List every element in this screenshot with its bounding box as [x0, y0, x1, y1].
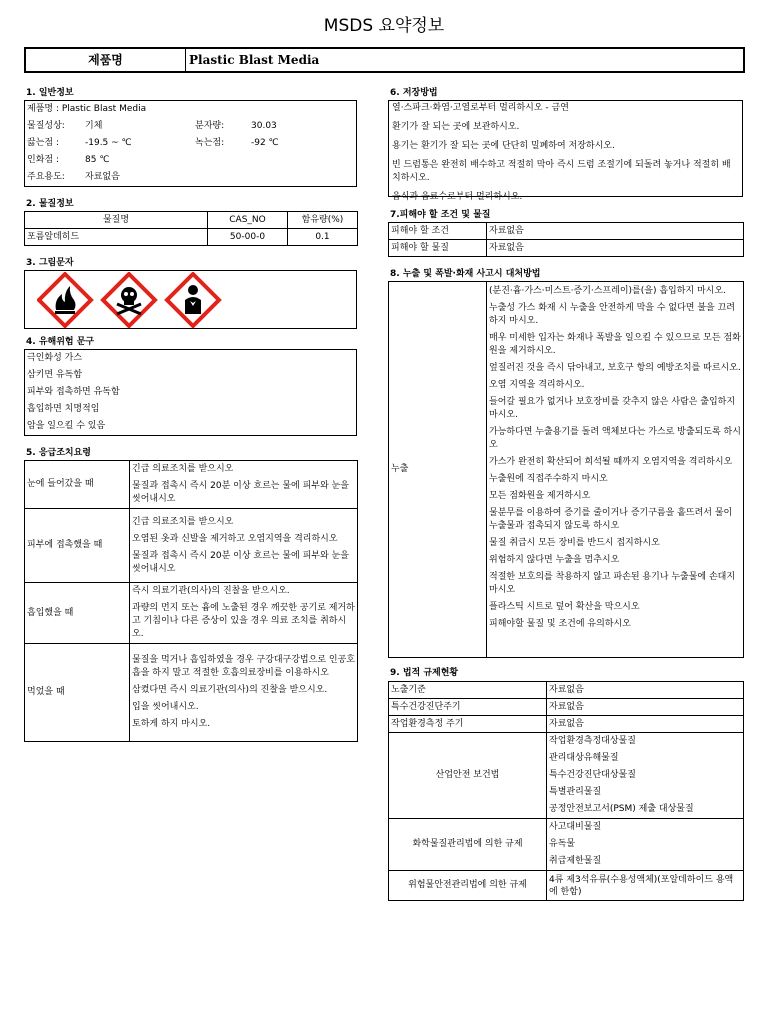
reg-item: 특수건강진단대상물질: [549, 770, 636, 780]
reg-item: 특별관리물질: [549, 787, 602, 797]
leak-item: 엎질러진 것을 즉시 닦아내고, 보호구 항의 예방조치를 따르시오.: [489, 363, 741, 373]
state-key: 물질성상:: [27, 121, 65, 131]
leak-item: 누출원에 직접주수하지 마시오: [489, 474, 608, 484]
material-table: [24, 211, 358, 246]
first-aid-step: 물질과 접촉시 즉시 20분 이상 흐르는 물에 피부와 눈을 씻어내시오: [132, 550, 349, 574]
first-aid-eye: [130, 461, 358, 509]
storage-item: 열·스파크·화염·고열로부터 멀리하시오 - 금연: [392, 103, 569, 113]
first-aid-step: 물질과 접촉시 즉시 20분 이상 흐르는 물에 피부와 눈을 씻어내시오: [132, 481, 349, 504]
reg-key: 노출기준: [389, 682, 547, 699]
hazard-phrase: 흡입하면 치명적임: [27, 404, 100, 414]
avoid-condition-value: 자료없음: [487, 223, 744, 240]
first-aid-key-inhale: 흡입했을 때: [25, 583, 130, 644]
avoid-material-value: 자료없음: [487, 240, 744, 257]
leak-item: 위험하지 않다면 누출을 멈추시오: [489, 555, 620, 565]
reg-key-chemical-law: 화학물질관리법에 의한 규제: [389, 819, 547, 871]
section-material-heading: 2. 물질정보: [26, 199, 74, 209]
use-value: 자료없음: [85, 172, 120, 182]
pictogram-box: [24, 270, 357, 329]
leak-item: 가스가 완전히 확산되어 희석될 때까지 오염지역을 격리하시오: [489, 457, 733, 467]
reg-item: 유독물: [549, 839, 576, 849]
avoid-material-key: 피해야 할 물질: [389, 240, 487, 257]
fp-key: 인화점 :: [27, 155, 59, 165]
reg-chemical-law-values: [547, 819, 744, 871]
first-aid-key-swallow: 먹었을 때: [25, 644, 130, 742]
page-title: MSDS 요약정보: [323, 16, 445, 36]
reg-item: 작업환경측정대상물질: [549, 736, 636, 746]
leak-item: 플라스틱 시트로 덮어 확산을 막으시오: [489, 602, 640, 612]
leak-item: 적절한 보호의를 착용하지 않고 파손된 용기나 누출물에 손대지 마시오: [489, 572, 736, 595]
first-aid-step: 물질을 먹거나 흡입하였을 경우 구강대구강법으로 인공호흡을 하지 말고 적절한 호흡의료장비를 이용하시오: [132, 655, 355, 678]
reg-value: 자료없음: [547, 699, 744, 716]
leak-item: 물질 취급시 모든 장비를 반드시 접지하시오: [489, 538, 660, 548]
reg-value: 자료없음: [547, 716, 744, 733]
storage-item: 음식과 음료수로부터 멀리하시오.: [392, 192, 523, 202]
col-header-material: 물질명: [25, 212, 208, 229]
hazard-phrase: 극인화성 가스: [27, 353, 83, 363]
first-aid-step: 과량의 먼지 또는 흄에 노출된 경우 깨끗한 공기로 제거하고 기침이나 다른 증상이 있을 경우 의료 조치를 취하시오.: [132, 603, 355, 639]
leak-label: 누출: [389, 282, 487, 658]
mw-value: 30.03: [251, 121, 277, 131]
hazard-phrases-box: [24, 349, 357, 436]
first-aid-skin: [130, 509, 358, 583]
section-leak-heading: 8. 누출 및 폭발·화재 사고시 대처방법: [390, 269, 541, 279]
bp-value: -19.5 ~ ℃: [85, 138, 132, 148]
leak-item: 누출성 가스 화재 시 누출을 안전하게 막을 수 없다면 불을 끄려하지 마시오.: [489, 303, 735, 326]
skull-crossbones-icon: [103, 274, 155, 326]
general-info-box: [24, 100, 357, 187]
reg-key: 특수건강진단주기: [389, 699, 547, 716]
section-hazard-heading: 4. 유해위험 문구: [26, 337, 95, 347]
mw-key: 분자량:: [195, 121, 225, 131]
first-aid-step: 즉시 의료기관(의사)의 진찰을 받으시오.: [132, 586, 290, 596]
first-aid-key-skin: 피부에 접촉했을 때: [25, 509, 130, 583]
regulation-table: [388, 681, 744, 901]
bp-key: 끓는점 :: [27, 138, 59, 148]
reg-item: 관리대상유해물질: [549, 753, 619, 763]
product-label: 제품명: [26, 49, 186, 71]
col-header-cas: CAS_NO: [208, 212, 288, 229]
first-aid-key-eye: 눈에 들어갔을 때: [25, 461, 130, 509]
use-key: 주요용도:: [27, 172, 65, 182]
leak-item: 가능하다면 누출용기를 돌려 액체보다는 가스로 방출되도록 하시오: [489, 427, 741, 450]
content-percent: 0.1: [288, 229, 358, 246]
pictogram-row: [37, 272, 277, 328]
leak-item: (분진·흄·가스·미스트·증기·스프레이)를(을) 흡입하지 마시오.: [489, 286, 726, 296]
first-aid-step: 오염된 옷과 신발을 제거하고 오염지역을 격리하시오: [132, 533, 338, 544]
product-name: Plastic Blast Media: [189, 53, 320, 67]
hazard-phrase: 피부와 접촉하면 유독함: [27, 387, 120, 397]
avoid-table: [388, 222, 744, 257]
state-value: 기체: [85, 121, 103, 131]
leak-item: 모든 점화원을 제거하시오: [489, 491, 591, 501]
first-aid-step: 삼켰다면 즉시 의료기관(의사)의 진찰을 받으시오.: [132, 685, 328, 695]
reg-safety-law-values: [547, 733, 744, 819]
first-aid-step: 긴급 의료조치를 받으시오: [132, 516, 234, 527]
reg-item: 취급제한물질: [549, 856, 602, 866]
section-regulation-heading: 9. 법적 규제현황: [390, 668, 459, 678]
leak-table: [388, 281, 744, 658]
cas-number: 50-00-0: [208, 229, 288, 246]
section-pictogram-heading: 3. 그림문자: [26, 258, 74, 268]
storage-item: 환기가 잘 되는 곳에 보관하시오.: [392, 122, 520, 132]
section-general-heading: 1. 일반정보: [26, 88, 74, 98]
leak-item: 피해야할 물질 및 조건에 유의하시오: [489, 619, 631, 629]
reg-item: 공정안전보고서(PSM) 제출 대상물질: [549, 804, 694, 814]
leak-item: 들어갈 필요가 없거나 보호장비를 갖추지 않은 사람은 출입하지 마시오.: [489, 397, 736, 420]
first-aid-step: 입을 씻어내시오.: [132, 702, 199, 712]
product-line: 제품명 : Plastic Blast Media: [27, 104, 147, 114]
flame-icon: [39, 274, 91, 326]
storage-box: [388, 100, 743, 202]
storage-item: 빈 드럼통은 완전히 배수하고 적절히 막아 즉시 드럼 조절기에 되돌려 놓거나 적절히 배치하시오.: [392, 160, 731, 183]
col-header-content: 함유량(%): [288, 212, 358, 229]
material-name: 포름알데히드: [25, 229, 208, 246]
health-hazard-icon: [167, 274, 219, 326]
reg-key: 작업환경측정 주기: [389, 716, 547, 733]
leak-item: 물분무를 이용하여 증기를 줄이거나 증기구름을 흩뜨려서 물이 누출물과 접촉되지 않도록 하시오: [489, 508, 733, 531]
section-firstaid-heading: 5. 응급조치요령: [26, 448, 91, 458]
hazard-phrase: 암을 일으킬 수 있음: [27, 421, 106, 431]
first-aid-step: 긴급 의료조치를 받으시오: [132, 464, 234, 474]
reg-item: 사고대비물질: [549, 822, 602, 832]
leak-item: 매우 미세한 입자는 화재나 폭발을 일으킬 수 있으므로 모든 점화원을 제거하시오.: [489, 333, 741, 356]
first-aid-swallow: [130, 644, 358, 742]
section-avoid-heading: 7.피해야 할 조건 및 물질: [390, 210, 491, 220]
storage-item: 용기는 환기가 잘 되는 곳에 단단히 밀폐하여 저장하시오.: [392, 141, 615, 151]
first-aid-table: [24, 460, 358, 742]
hazard-phrase: 삼키면 유독함: [27, 370, 83, 380]
mp-key: 녹는점:: [195, 138, 225, 148]
first-aid-inhale: [130, 583, 358, 644]
first-aid-step: 토하게 하지 마시오.: [132, 719, 211, 729]
fp-value: 85 ℃: [85, 155, 110, 165]
reg-key-hazmat-law: 위험물안전관리법에 의한 규제: [389, 871, 547, 901]
reg-hazmat-law-value: 4류 제3석유류(수용성액체)(포알데하이드 용액에 한함): [547, 871, 744, 901]
section-storage-heading: 6. 저장방법: [390, 88, 438, 98]
reg-value: 자료없음: [547, 682, 744, 699]
leak-measures: [487, 282, 744, 658]
reg-key-safety-law: 산업안전 보건법: [389, 733, 547, 819]
mp-value: -92 ℃: [251, 138, 279, 148]
product-name-row: [24, 47, 745, 73]
leak-item: 오염 지역을 격리하시오.: [489, 380, 585, 390]
avoid-condition-key: 피해야 할 조건: [389, 223, 487, 240]
